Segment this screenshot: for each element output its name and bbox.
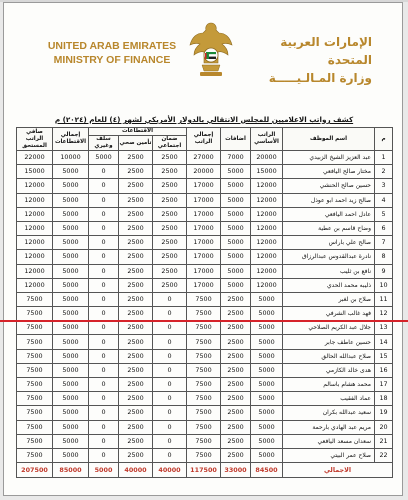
document-page <box>3 2 403 496</box>
cell-basic: 5000 <box>251 378 283 392</box>
cell-advance: 0 <box>89 378 119 392</box>
cell-total-ded: 5000 <box>53 165 89 179</box>
cell-total-ded: 5000 <box>53 448 89 462</box>
cell-gross: 7500 <box>187 363 221 377</box>
cell-extra: 2500 <box>221 363 251 377</box>
cell-total-ded: 5000 <box>53 392 89 406</box>
totals-total-ded: 85000 <box>53 463 89 478</box>
cell-net: 7500 <box>17 378 53 392</box>
cell-name: صلاح بن لغبر <box>283 292 375 306</box>
table-row <box>17 392 393 406</box>
cell-total-ded: 5000 <box>53 207 89 221</box>
cell-name: صالح زيد احمد ابو عوذل <box>283 193 375 207</box>
cell-advance: 0 <box>89 363 119 377</box>
table-row <box>17 363 393 377</box>
cell-name: عادل احمد اليافعي <box>283 207 375 221</box>
cell-extra: 5000 <box>221 250 251 264</box>
cell-total-ded: 5000 <box>53 179 89 193</box>
cell-social: 2500 <box>153 250 187 264</box>
cell-health: 2500 <box>119 420 153 434</box>
table-row <box>17 349 393 363</box>
cell-extra: 5000 <box>221 236 251 250</box>
cell-extra: 2500 <box>221 448 251 462</box>
cell-gross: 7500 <box>187 292 221 306</box>
cell-gross: 17000 <box>187 236 221 250</box>
cell-no: 1 <box>375 151 393 165</box>
cell-net: 22000 <box>17 151 53 165</box>
cell-no: 10 <box>375 278 393 292</box>
cell-no: 3 <box>375 179 393 193</box>
table-row <box>17 221 393 235</box>
cell-basic: 12000 <box>251 179 283 193</box>
cell-health: 2500 <box>119 165 153 179</box>
cell-advance: 0 <box>89 165 119 179</box>
table-row <box>17 179 393 193</box>
table-row <box>17 250 393 264</box>
cell-health: 2500 <box>119 236 153 250</box>
cell-extra: 5000 <box>221 278 251 292</box>
header-en-line2: MINISTRY OF FINANCE <box>53 54 171 66</box>
cell-no: 11 <box>375 292 393 306</box>
cell-gross: 17000 <box>187 278 221 292</box>
cell-no: 19 <box>375 406 393 420</box>
cell-extra: 2500 <box>221 307 251 321</box>
cell-basic: 12000 <box>251 221 283 235</box>
col-net: صافي الراتب المستحق <box>17 128 53 151</box>
cell-extra: 2500 <box>221 434 251 448</box>
totals-extra: 33000 <box>221 463 251 478</box>
cell-name: وضاح قاسم بن عطية <box>283 221 375 235</box>
cell-name: مختار صالح اليافعي <box>283 165 375 179</box>
cell-no: 5 <box>375 207 393 221</box>
cell-no: 4 <box>375 193 393 207</box>
cell-basic: 12000 <box>251 236 283 250</box>
cell-gross: 17000 <box>187 193 221 207</box>
totals-advance: 5000 <box>89 463 119 478</box>
totals-health: 40000 <box>119 463 153 478</box>
cell-extra: 2500 <box>221 406 251 420</box>
cell-net: 12000 <box>17 278 53 292</box>
cell-social: 0 <box>153 363 187 377</box>
table-row <box>17 434 393 448</box>
cell-extra: 5000 <box>221 264 251 278</box>
uae-emblem-icon <box>188 19 234 79</box>
cell-social: 0 <box>153 321 187 335</box>
cell-net: 15000 <box>17 165 53 179</box>
cell-net: 7500 <box>17 420 53 434</box>
table-row <box>17 307 393 321</box>
cell-total-ded: 5000 <box>53 335 89 349</box>
totals-net: 207500 <box>17 463 53 478</box>
totals-social: 40000 <box>153 463 187 478</box>
cell-gross: 7500 <box>187 392 221 406</box>
cell-advance: 0 <box>89 179 119 193</box>
cell-extra: 5000 <box>221 165 251 179</box>
cell-gross: 17000 <box>187 179 221 193</box>
cell-basic: 5000 <box>251 292 283 306</box>
cell-total-ded: 5000 <box>53 236 89 250</box>
cell-net: 7500 <box>17 392 53 406</box>
cell-health: 2500 <box>119 349 153 363</box>
table-row <box>17 165 393 179</box>
table-row <box>17 335 393 349</box>
cell-gross: 17000 <box>187 250 221 264</box>
cell-social: 2500 <box>153 236 187 250</box>
cell-net: 12000 <box>17 221 53 235</box>
col-name: اسم الموظف <box>283 128 375 151</box>
cell-net: 7500 <box>17 406 53 420</box>
cell-basic: 5000 <box>251 420 283 434</box>
totals-label: الاجمالي <box>283 463 393 478</box>
cell-basic: 5000 <box>251 434 283 448</box>
cell-name: صلاح عمر البيتي <box>283 448 375 462</box>
cell-total-ded: 5000 <box>53 406 89 420</box>
cell-advance: 0 <box>89 278 119 292</box>
cell-advance: 0 <box>89 307 119 321</box>
cell-social: 2500 <box>153 221 187 235</box>
cell-extra: 2500 <box>221 420 251 434</box>
cell-gross: 17000 <box>187 207 221 221</box>
document-title: كشف رواتب الاعلاميين للمجلس الانتقالي بالدولار الأمريكي لشهر (٤) للعام (٢٠٢٤) م <box>54 115 354 124</box>
cell-advance: 0 <box>89 335 119 349</box>
cell-basic: 5000 <box>251 307 283 321</box>
cell-name: ذليبه محمد الحدي <box>283 278 375 292</box>
col-no: م <box>375 128 393 151</box>
cell-health: 2500 <box>119 448 153 462</box>
cell-no: 9 <box>375 264 393 278</box>
cell-no: 12 <box>375 307 393 321</box>
cell-social: 2500 <box>153 278 187 292</box>
cell-health: 2500 <box>119 151 153 165</box>
col-advance: سلف وغيري <box>89 136 119 151</box>
cell-total-ded: 5000 <box>53 221 89 235</box>
cell-gross: 7500 <box>187 321 221 335</box>
header-arabic <box>252 33 372 87</box>
cell-total-ded: 5000 <box>53 278 89 292</box>
cell-basic: 20000 <box>251 151 283 165</box>
cell-advance: 0 <box>89 221 119 235</box>
table-row <box>17 278 393 292</box>
col-total-ded: إجمالي الاقتطاعات <box>53 128 89 151</box>
cell-social: 0 <box>153 349 187 363</box>
cell-social: 0 <box>153 448 187 462</box>
header-ar-line1: الإمارات العربية المتحدة <box>280 35 372 67</box>
cell-basic: 5000 <box>251 406 283 420</box>
cell-extra: 7000 <box>221 151 251 165</box>
cell-total-ded: 5000 <box>53 264 89 278</box>
table-header-row <box>17 128 393 136</box>
cell-total-ded: 5000 <box>53 363 89 377</box>
cell-name: فهد غالب الشرفي <box>283 307 375 321</box>
table-row <box>17 321 393 335</box>
header-en-line1: UNITED ARAB EMIRATES <box>47 40 177 52</box>
cell-net: 7500 <box>17 448 53 462</box>
cell-gross: 7500 <box>187 307 221 321</box>
table-row <box>17 378 393 392</box>
cell-health: 2500 <box>119 378 153 392</box>
cell-health: 2500 <box>119 264 153 278</box>
cell-net: 12000 <box>17 207 53 221</box>
cell-no: 7 <box>375 236 393 250</box>
salary-table <box>16 127 393 478</box>
cell-total-ded: 5000 <box>53 434 89 448</box>
cell-gross: 7500 <box>187 420 221 434</box>
cell-advance: 0 <box>89 193 119 207</box>
cell-net: 12000 <box>17 264 53 278</box>
col-social: ضمان اجتماعي <box>153 136 187 151</box>
cell-advance: 0 <box>89 392 119 406</box>
cell-no: 16 <box>375 363 393 377</box>
table-row <box>17 448 393 462</box>
cell-no: 17 <box>375 378 393 392</box>
cell-name: نادرة عبدالقدوس عبدالرزاق <box>283 250 375 264</box>
cell-name: جلال عبد الكريم الصلاحي <box>283 321 375 335</box>
cell-social: 0 <box>153 420 187 434</box>
cell-social: 2500 <box>153 207 187 221</box>
cell-advance: 0 <box>89 250 119 264</box>
cell-name: سعيد عبدالله بكران <box>283 406 375 420</box>
cell-social: 0 <box>153 392 187 406</box>
cell-net: 12000 <box>17 236 53 250</box>
totals-gross: 117500 <box>187 463 221 478</box>
cell-total-ded: 5000 <box>53 193 89 207</box>
cell-health: 2500 <box>119 250 153 264</box>
cell-basic: 12000 <box>251 193 283 207</box>
cell-extra: 2500 <box>221 349 251 363</box>
cell-net: 7500 <box>17 307 53 321</box>
cell-total-ded: 5000 <box>53 321 89 335</box>
table-row <box>17 292 393 306</box>
cell-basic: 5000 <box>251 363 283 377</box>
table-row <box>17 406 393 420</box>
cell-no: 2 <box>375 165 393 179</box>
cell-basic: 12000 <box>251 264 283 278</box>
cell-extra: 5000 <box>221 179 251 193</box>
cell-no: 18 <box>375 392 393 406</box>
cell-gross: 7500 <box>187 448 221 462</box>
cell-health: 2500 <box>119 278 153 292</box>
cell-basic: 12000 <box>251 250 283 264</box>
cell-name: صلاح عبدالله الحالق <box>283 349 375 363</box>
cell-social: 0 <box>153 434 187 448</box>
cell-gross: 17000 <box>187 221 221 235</box>
col-deductions: الاقتطاعات <box>89 128 187 136</box>
cell-advance: 0 <box>89 264 119 278</box>
cell-extra: 2500 <box>221 321 251 335</box>
cell-net: 7500 <box>17 321 53 335</box>
cell-no: 22 <box>375 448 393 462</box>
cell-advance: 0 <box>89 236 119 250</box>
cell-no: 6 <box>375 221 393 235</box>
cell-advance: 0 <box>89 349 119 363</box>
header-english <box>42 39 182 67</box>
cell-name: حسين صالح الحنشي <box>283 179 375 193</box>
cell-health: 2500 <box>119 307 153 321</box>
cell-total-ded: 5000 <box>53 420 89 434</box>
cell-name: محمد هشام باسالم <box>283 378 375 392</box>
col-health: تأمين صحي <box>119 136 153 151</box>
cell-gross: 20000 <box>187 165 221 179</box>
cell-name: هدى خالد الكازمي <box>283 363 375 377</box>
cell-health: 2500 <box>119 392 153 406</box>
cell-total-ded: 5000 <box>53 292 89 306</box>
table-row <box>17 193 393 207</box>
cell-social: 0 <box>153 378 187 392</box>
cell-social: 0 <box>153 292 187 306</box>
cell-advance: 0 <box>89 434 119 448</box>
cell-extra: 5000 <box>221 193 251 207</box>
cell-net: 7500 <box>17 434 53 448</box>
cell-net: 7500 <box>17 335 53 349</box>
table-row <box>17 264 393 278</box>
cell-advance: 0 <box>89 207 119 221</box>
cell-no: 8 <box>375 250 393 264</box>
table-row <box>17 207 393 221</box>
cell-basic: 12000 <box>251 207 283 221</box>
cell-name: حسين عاطف جابر <box>283 335 375 349</box>
cell-social: 2500 <box>153 264 187 278</box>
cell-social: 2500 <box>153 151 187 165</box>
cell-health: 2500 <box>119 434 153 448</box>
cell-net: 7500 <box>17 363 53 377</box>
cell-gross: 7500 <box>187 349 221 363</box>
cell-social: 0 <box>153 335 187 349</box>
totals-basic: 84500 <box>251 463 283 478</box>
col-basic: الراتب الأساسي <box>251 128 283 151</box>
red-divider-line <box>0 320 408 322</box>
cell-basic: 12000 <box>251 278 283 292</box>
cell-total-ded: 5000 <box>53 307 89 321</box>
cell-no: 14 <box>375 335 393 349</box>
cell-extra: 5000 <box>221 221 251 235</box>
cell-extra: 2500 <box>221 392 251 406</box>
cell-total-ded: 5000 <box>53 378 89 392</box>
cell-extra: 2500 <box>221 335 251 349</box>
cell-social: 2500 <box>153 193 187 207</box>
totals-row <box>17 463 393 478</box>
cell-basic: 5000 <box>251 321 283 335</box>
col-gross: إجمالي الراتب <box>187 128 221 151</box>
cell-health: 2500 <box>119 221 153 235</box>
cell-basic: 5000 <box>251 349 283 363</box>
cell-advance: 0 <box>89 292 119 306</box>
cell-gross: 7500 <box>187 406 221 420</box>
cell-social: 2500 <box>153 165 187 179</box>
cell-health: 2500 <box>119 335 153 349</box>
cell-gross: 7500 <box>187 434 221 448</box>
table-row <box>17 420 393 434</box>
cell-social: 0 <box>153 406 187 420</box>
cell-health: 2500 <box>119 406 153 420</box>
cell-total-ded: 10000 <box>53 151 89 165</box>
cell-extra: 2500 <box>221 378 251 392</box>
cell-net: 7500 <box>17 292 53 306</box>
cell-basic: 15000 <box>251 165 283 179</box>
cell-name: سعدان مسعد اليافعي <box>283 434 375 448</box>
cell-no: 15 <box>375 349 393 363</box>
cell-health: 2500 <box>119 179 153 193</box>
cell-gross: 17000 <box>187 264 221 278</box>
cell-net: 12000 <box>17 250 53 264</box>
cell-no: 21 <box>375 434 393 448</box>
cell-advance: 0 <box>89 448 119 462</box>
cell-extra: 5000 <box>221 207 251 221</box>
header-ar-line2: وزارة المـالـيـــــة <box>268 71 372 85</box>
cell-gross: 7500 <box>187 378 221 392</box>
cell-basic: 5000 <box>251 392 283 406</box>
cell-advance: 0 <box>89 406 119 420</box>
cell-social: 2500 <box>153 179 187 193</box>
cell-health: 2500 <box>119 321 153 335</box>
cell-gross: 27000 <box>187 151 221 165</box>
cell-name: مريم عبد الهادي بارحمة <box>283 420 375 434</box>
col-extra: اضافات <box>221 128 251 151</box>
cell-net: 7500 <box>17 349 53 363</box>
cell-name: عبد العزيز الشيخ الزبيدي <box>283 151 375 165</box>
cell-name: عماد الفقيب <box>283 392 375 406</box>
cell-basic: 5000 <box>251 448 283 462</box>
cell-net: 12000 <box>17 179 53 193</box>
cell-health: 2500 <box>119 292 153 306</box>
cell-no: 13 <box>375 321 393 335</box>
cell-gross: 7500 <box>187 335 221 349</box>
cell-basic: 5000 <box>251 335 283 349</box>
cell-total-ded: 5000 <box>53 349 89 363</box>
cell-no: 20 <box>375 420 393 434</box>
cell-advance: 0 <box>89 321 119 335</box>
cell-name: نافع بن ثليب <box>283 264 375 278</box>
cell-health: 2500 <box>119 363 153 377</box>
cell-advance: 5000 <box>89 151 119 165</box>
cell-name: صالح علي باراس <box>283 236 375 250</box>
table-row <box>17 151 393 165</box>
cell-advance: 0 <box>89 420 119 434</box>
cell-net: 12000 <box>17 193 53 207</box>
cell-extra: 2500 <box>221 292 251 306</box>
table-row <box>17 236 393 250</box>
cell-social: 0 <box>153 307 187 321</box>
cell-health: 2500 <box>119 207 153 221</box>
cell-total-ded: 5000 <box>53 250 89 264</box>
cell-health: 2500 <box>119 193 153 207</box>
table-body <box>17 151 393 463</box>
